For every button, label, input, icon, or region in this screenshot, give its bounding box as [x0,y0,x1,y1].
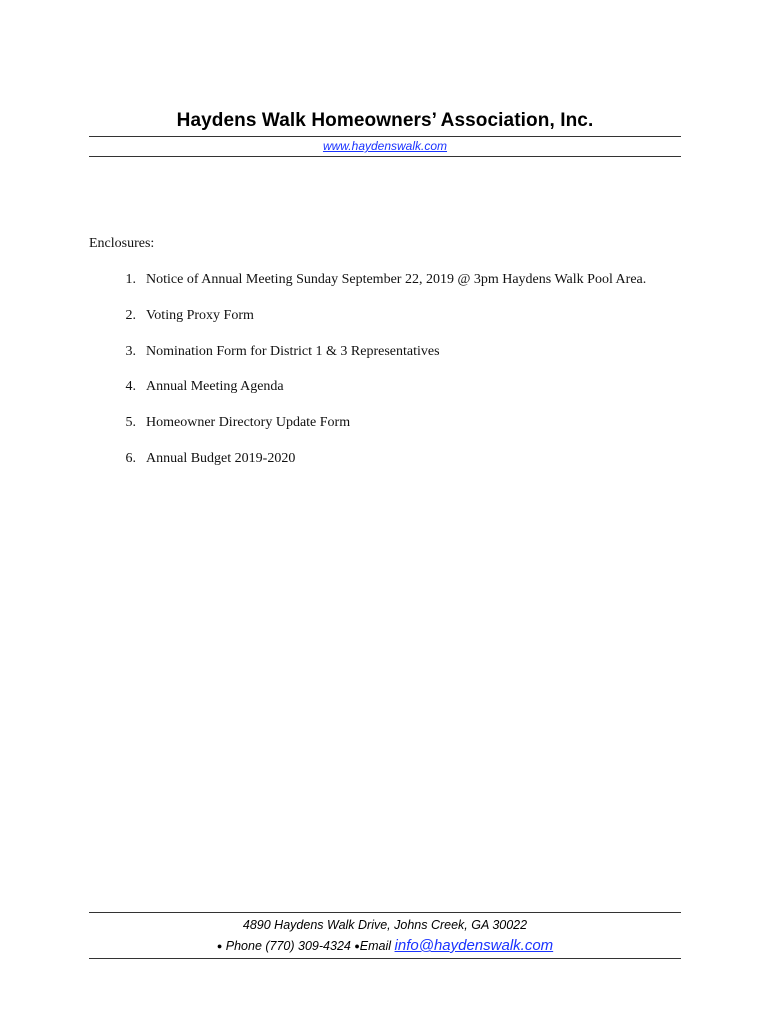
list-item-number: 5. [125,415,136,431]
list-item-text: Voting Proxy Form [146,307,254,323]
enclosures-label: Enclosures: [89,236,155,251]
footer-contact-line [89,936,681,956]
letterhead [89,108,681,157]
list-item-text: Annual Meeting Agenda [146,379,284,395]
list-item [89,270,689,290]
list-item-number: 4. [125,379,136,395]
email-link[interactable]: info@haydenswalk.com [394,937,554,954]
footer-rule-bottom [89,958,681,959]
list-item [89,342,689,362]
organization-title: Haydens Walk Homeowners’ Association, Inc. [176,110,594,131]
list-item-text: Homeowner Directory Update Form [146,415,351,431]
list-item-text: Annual Budget 2019-2020 [146,450,296,466]
list-item-number: 1. [125,272,136,287]
letter-footer [89,912,681,959]
footer-rule-top [89,912,681,913]
footer-address: 4890 Haydens Walk Drive, Johns Creek, GA 30022 [242,918,528,932]
list-item-text: Nomination Form for District 1 & 3 Representatives [146,343,440,359]
website-link[interactable]: www.haydenswalk.com [322,139,448,153]
list-item [89,306,689,326]
list-item-number: 6. [125,450,136,466]
enclosure-list [89,270,689,469]
footer-email-label: Email [359,939,392,953]
bullet-icon: ● [354,941,360,951]
list-item [89,413,689,433]
list-item [89,449,689,469]
bullet-icon: ● [216,941,223,951]
letter-body [89,234,689,485]
header-rule-bottom [89,156,681,157]
list-item-number: 2. [125,307,136,323]
list-item [89,377,689,397]
list-item-text: Notice of Annual Meeting Sunday September 22, 2019 @ 3pm Haydens Walk Pool Area. [146,272,647,287]
list-item-number: 3. [125,343,136,359]
footer-phone: Phone (770) 309-4324 [225,939,351,953]
